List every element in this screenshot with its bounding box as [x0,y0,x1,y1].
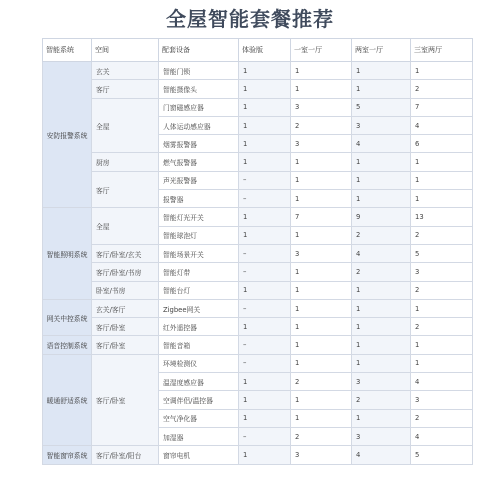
three-bed-qty-cell: 4 [411,427,473,445]
one-bed-qty-cell: 1 [291,226,352,244]
two-bed-qty-cell: 2 [352,226,411,244]
table-row [43,281,473,299]
two-bed-qty-cell: 4 [352,135,411,153]
trial-qty-cell: – [239,190,291,208]
three-bed-qty-cell: 2 [411,409,473,427]
three-bed-qty-cell: 13 [411,208,473,226]
two-bed-qty-cell: 3 [352,373,411,391]
device-cell: 智能音箱 [159,336,239,354]
two-bed-qty-cell: 2 [352,263,411,281]
one-bed-qty-cell: 1 [291,80,352,98]
header-device: 配套设备 [159,39,239,62]
three-bed-qty-cell: 1 [411,354,473,372]
trial-qty-cell: 1 [239,391,291,409]
two-bed-qty-cell: 1 [352,281,411,299]
trial-qty-cell: 1 [239,153,291,171]
one-bed-qty-cell: 1 [291,391,352,409]
trial-qty-cell: 1 [239,116,291,134]
three-bed-qty-cell: 3 [411,391,473,409]
one-bed-qty-cell: 1 [291,263,352,281]
one-bed-qty-cell: 1 [291,299,352,317]
three-bed-qty-cell: 5 [411,244,473,262]
header-2b1l: 两室一厅 [352,39,411,62]
device-cell: 烟雾报警器 [159,135,239,153]
two-bed-qty-cell: 1 [352,354,411,372]
trial-qty-cell: – [239,354,291,372]
one-bed-qty-cell: 7 [291,208,352,226]
space-cell: 玄关 [92,62,159,80]
table-row [43,62,473,80]
three-bed-qty-cell: 1 [411,171,473,189]
table-header-row [43,39,473,62]
one-bed-qty-cell: 1 [291,171,352,189]
one-bed-qty-cell: 3 [291,98,352,116]
two-bed-qty-cell: 1 [352,153,411,171]
table-row [43,299,473,317]
device-cell: 智能灯带 [159,263,239,281]
device-cell: 智能台灯 [159,281,239,299]
trial-qty-cell: – [239,263,291,281]
three-bed-qty-cell: 2 [411,226,473,244]
trial-qty-cell: 1 [239,281,291,299]
space-cell: 客厅/卧室 [92,336,159,354]
space-cell: 客厅 [92,80,159,98]
table-row [43,98,473,116]
device-cell: 智能球泡灯 [159,226,239,244]
three-bed-qty-cell: 5 [411,446,473,464]
one-bed-qty-cell: 2 [291,427,352,445]
trial-qty-cell: 1 [239,318,291,336]
three-bed-qty-cell: 1 [411,299,473,317]
space-cell: 客厅/卧室/玄关 [92,244,159,262]
device-cell: 窗帘电机 [159,446,239,464]
three-bed-qty-cell: 7 [411,98,473,116]
two-bed-qty-cell: 9 [352,208,411,226]
header-1b1l: 一室一厅 [291,39,352,62]
one-bed-qty-cell: 3 [291,446,352,464]
two-bed-qty-cell: 3 [352,427,411,445]
device-cell: 智能灯光开关 [159,208,239,226]
table-row [43,446,473,464]
device-cell: 智能场景开关 [159,244,239,262]
space-cell: 全屋 [92,98,159,153]
device-cell: 声光报警器 [159,171,239,189]
table-row [43,263,473,281]
package-table [42,38,473,465]
table-row [43,171,473,189]
two-bed-qty-cell: 1 [352,62,411,80]
device-cell: 燃气报警器 [159,153,239,171]
two-bed-qty-cell: 4 [352,244,411,262]
two-bed-qty-cell: 4 [352,446,411,464]
device-cell: 红外遥控器 [159,318,239,336]
two-bed-qty-cell: 5 [352,98,411,116]
space-cell: 客厅 [92,171,159,208]
two-bed-qty-cell: 2 [352,391,411,409]
device-cell: 报警器 [159,190,239,208]
space-cell: 客厅/卧室 [92,318,159,336]
space-cell: 客厅/卧室 [92,354,159,445]
space-cell: 玄关/客厅 [92,299,159,317]
table-row [43,354,473,372]
one-bed-qty-cell: 2 [291,116,352,134]
two-bed-qty-cell: 1 [352,336,411,354]
table-row [43,153,473,171]
three-bed-qty-cell: 4 [411,373,473,391]
three-bed-qty-cell: 1 [411,62,473,80]
three-bed-qty-cell: 2 [411,281,473,299]
three-bed-qty-cell: 1 [411,153,473,171]
header-system: 智能系统 [43,39,92,62]
trial-qty-cell: 1 [239,226,291,244]
trial-qty-cell: 1 [239,446,291,464]
table-row [43,80,473,98]
two-bed-qty-cell: 1 [352,318,411,336]
trial-qty-cell: 1 [239,80,291,98]
space-cell: 厨房 [92,153,159,171]
one-bed-qty-cell: 1 [291,336,352,354]
two-bed-qty-cell: 1 [352,299,411,317]
system-cell: 智能照明系统 [43,208,92,299]
trial-qty-cell: 1 [239,62,291,80]
table-row [43,318,473,336]
device-cell: 人体运动感应器 [159,116,239,134]
table-row [43,208,473,226]
one-bed-qty-cell: 1 [291,281,352,299]
trial-qty-cell: – [239,427,291,445]
two-bed-qty-cell: 3 [352,116,411,134]
system-cell: 安防报警系统 [43,62,92,208]
device-cell: 环境检测仪 [159,354,239,372]
header-space: 空间 [92,39,159,62]
one-bed-qty-cell: 2 [291,373,352,391]
device-cell: 加湿器 [159,427,239,445]
table-row [43,244,473,262]
trial-qty-cell: 1 [239,373,291,391]
one-bed-qty-cell: 1 [291,409,352,427]
one-bed-qty-cell: 3 [291,244,352,262]
space-cell: 全屋 [92,208,159,245]
trial-qty-cell: – [239,171,291,189]
space-cell: 卧室/书房 [92,281,159,299]
system-cell: 暖通舒适系统 [43,354,92,445]
trial-qty-cell: 1 [239,208,291,226]
three-bed-qty-cell: 1 [411,190,473,208]
system-cell: 语音控制系统 [43,336,92,354]
page-title: 全屋智能套餐推荐 [166,7,334,31]
one-bed-qty-cell: 1 [291,354,352,372]
trial-qty-cell: – [239,336,291,354]
three-bed-qty-cell: 3 [411,263,473,281]
two-bed-qty-cell: 1 [352,409,411,427]
device-cell: 门窗磁感应器 [159,98,239,116]
three-bed-qty-cell: 2 [411,318,473,336]
device-cell: 空调伴侣/温控器 [159,391,239,409]
header-3b2l: 三室两厅 [411,39,473,62]
device-cell: 温湿度感应器 [159,373,239,391]
two-bed-qty-cell: 1 [352,171,411,189]
device-cell: 智能门锁 [159,62,239,80]
one-bed-qty-cell: 1 [291,62,352,80]
system-cell: 网关中控系统 [43,299,92,336]
table-body [43,62,473,465]
one-bed-qty-cell: 3 [291,135,352,153]
three-bed-qty-cell: 2 [411,80,473,98]
device-cell: 空气净化器 [159,409,239,427]
space-cell: 客厅/卧室/阳台 [92,446,159,464]
one-bed-qty-cell: 1 [291,190,352,208]
trial-qty-cell: 1 [239,135,291,153]
one-bed-qty-cell: 1 [291,153,352,171]
trial-qty-cell: 1 [239,98,291,116]
device-cell: 智能摄像头 [159,80,239,98]
trial-qty-cell: – [239,244,291,262]
header-trial: 体验版 [239,39,291,62]
trial-qty-cell: – [239,299,291,317]
two-bed-qty-cell: 1 [352,80,411,98]
trial-qty-cell: 1 [239,409,291,427]
three-bed-qty-cell: 6 [411,135,473,153]
space-cell: 客厅/卧室/书房 [92,263,159,281]
table-row [43,336,473,354]
three-bed-qty-cell: 4 [411,116,473,134]
one-bed-qty-cell: 1 [291,318,352,336]
two-bed-qty-cell: 1 [352,190,411,208]
system-cell: 智能窗帘系统 [43,446,92,464]
device-cell: Zigbee网关 [159,299,239,317]
three-bed-qty-cell: 1 [411,336,473,354]
